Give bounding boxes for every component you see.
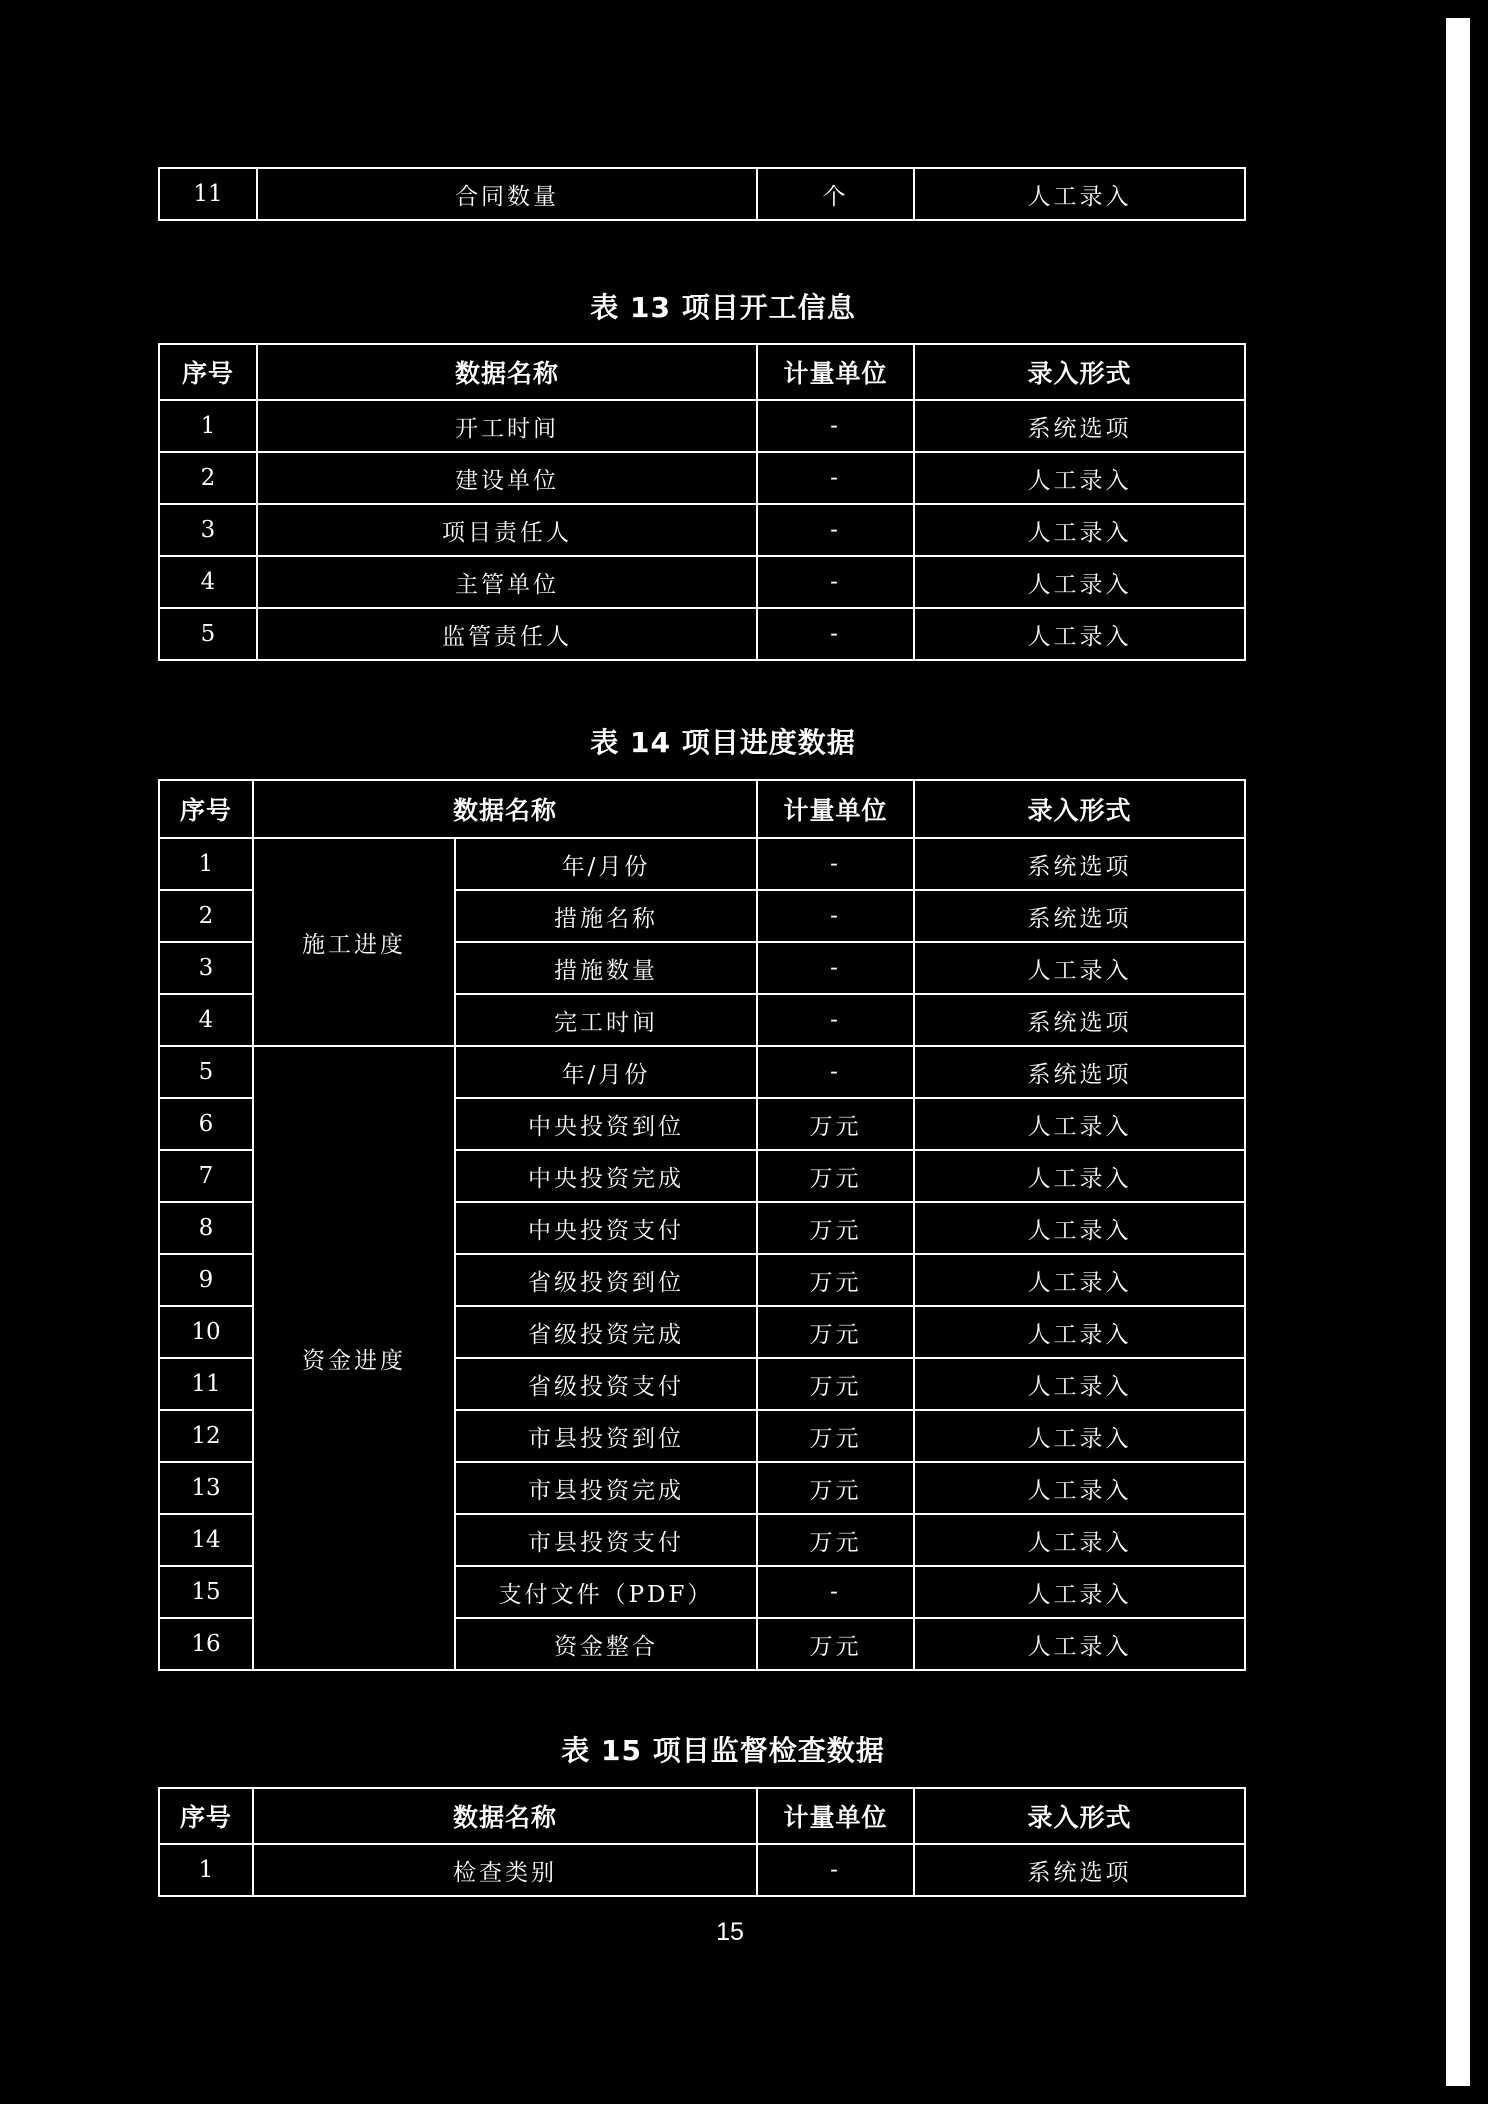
table-row [159,838,1245,890]
page-edge-bar [1446,18,1470,2086]
row-unit: - [757,942,914,994]
row-unit: - [757,400,914,452]
row-unit: - [757,1844,914,1896]
row-seq: 1 [159,400,257,452]
table-row [159,400,1245,452]
row-unit: 万元 [757,1254,914,1306]
row-unit: - [757,1566,914,1618]
table-12-tail [158,167,1246,221]
row-seq: 9 [159,1254,253,1306]
table-row [159,168,1245,220]
table-14-caption: 表 14 项目进度数据 [590,726,856,759]
page-number: 15 [716,1918,744,1946]
row-unit: 万元 [757,1618,914,1670]
table-row [159,1844,1245,1896]
table-14-header-row [159,780,1245,838]
row-category: 施工进度 [253,838,455,1046]
row-seq: 1 [159,838,253,890]
row-data-name: 省级投资到位 [455,1254,757,1306]
table-15 [158,1787,1246,1897]
row-seq: 5 [159,1046,253,1098]
header-input: 录入形式 [914,1788,1245,1844]
row-data-name: 年/月份 [455,1046,757,1098]
row-data-name: 市县投资到位 [455,1410,757,1462]
header-input: 录入形式 [914,780,1245,838]
table-15-caption: 表 15 项目监督检查数据 [561,1734,885,1767]
row-input-type: 人工录入 [914,1306,1245,1358]
row-unit: 个 [757,168,914,220]
row-unit: 万元 [757,1202,914,1254]
row-unit: 万元 [757,1462,914,1514]
row-seq: 13 [159,1462,253,1514]
row-input-type: 人工录入 [914,1566,1245,1618]
row-input-type: 人工录入 [914,452,1245,504]
header-unit: 计量单位 [757,1788,914,1844]
table-13-header-row [159,344,1245,400]
table-13-caption: 表 13 项目开工信息 [590,291,856,324]
header-name: 数据名称 [257,344,757,400]
row-input-type: 人工录入 [914,1410,1245,1462]
row-seq: 11 [159,168,257,220]
row-seq: 2 [159,452,257,504]
row-data-name: 资金整合 [455,1618,757,1670]
row-unit: - [757,452,914,504]
header-unit: 计量单位 [757,344,914,400]
table-row [159,556,1245,608]
row-data-name: 省级投资完成 [455,1306,757,1358]
row-data-name: 市县投资支付 [455,1514,757,1566]
row-seq: 4 [159,556,257,608]
row-data-name: 项目责任人 [257,504,757,556]
row-input-type: 人工录入 [914,1150,1245,1202]
row-unit: 万元 [757,1098,914,1150]
row-seq: 4 [159,994,253,1046]
row-unit: - [757,890,914,942]
row-seq: 10 [159,1306,253,1358]
header-seq: 序号 [159,780,253,838]
row-seq: 5 [159,608,257,660]
table-13 [158,343,1246,661]
row-input-type: 人工录入 [914,1254,1245,1306]
row-data-name: 监管责任人 [257,608,757,660]
row-input-type: 系统选项 [914,1844,1245,1896]
row-input-type: 人工录入 [914,1514,1245,1566]
table-15-header-row [159,1788,1245,1844]
row-data-name: 中央投资支付 [455,1202,757,1254]
row-seq: 11 [159,1358,253,1410]
row-category: 资金进度 [253,1046,455,1670]
row-input-type: 人工录入 [914,608,1245,660]
row-seq: 16 [159,1618,253,1670]
row-unit: - [757,556,914,608]
table-row [159,608,1245,660]
row-seq: 1 [159,1844,253,1896]
row-seq: 3 [159,504,257,556]
row-data-name: 市县投资完成 [455,1462,757,1514]
row-unit: 万元 [757,1410,914,1462]
row-input-type: 系统选项 [914,1046,1245,1098]
row-unit: 万元 [757,1306,914,1358]
header-seq: 序号 [159,1788,253,1844]
row-seq: 2 [159,890,253,942]
row-input-type: 系统选项 [914,994,1245,1046]
row-data-name: 检查类别 [253,1844,757,1896]
header-seq: 序号 [159,344,257,400]
row-input-type: 人工录入 [914,504,1245,556]
header-input: 录入形式 [914,344,1245,400]
header-name: 数据名称 [253,1788,757,1844]
row-input-type: 人工录入 [914,1618,1245,1670]
table-row [159,504,1245,556]
row-input-type: 人工录入 [914,1098,1245,1150]
table-row [159,1046,1245,1098]
row-seq: 7 [159,1150,253,1202]
row-data-name: 中央投资完成 [455,1150,757,1202]
row-input-type: 人工录入 [914,1358,1245,1410]
row-data-name: 省级投资支付 [455,1358,757,1410]
row-unit: - [757,504,914,556]
row-seq: 12 [159,1410,253,1462]
row-data-name: 合同数量 [257,168,757,220]
row-unit: - [757,838,914,890]
row-data-name: 措施数量 [455,942,757,994]
row-unit: - [757,608,914,660]
table-14 [158,779,1246,1671]
row-input-type: 人工录入 [914,942,1245,994]
row-unit: - [757,994,914,1046]
row-input-type: 人工录入 [914,1462,1245,1514]
row-data-name: 完工时间 [455,994,757,1046]
row-data-name: 年/月份 [455,838,757,890]
row-seq: 14 [159,1514,253,1566]
row-unit: - [757,1046,914,1098]
row-data-name: 支付文件（PDF） [455,1566,757,1618]
row-unit: 万元 [757,1358,914,1410]
row-input-type: 人工录入 [914,1202,1245,1254]
row-data-name: 措施名称 [455,890,757,942]
row-data-name: 中央投资到位 [455,1098,757,1150]
row-unit: 万元 [757,1150,914,1202]
header-name: 数据名称 [253,780,757,838]
row-seq: 3 [159,942,253,994]
row-input-type: 人工录入 [914,556,1245,608]
row-data-name: 主管单位 [257,556,757,608]
row-seq: 6 [159,1098,253,1150]
row-seq: 8 [159,1202,253,1254]
row-data-name: 建设单位 [257,452,757,504]
row-input-type: 系统选项 [914,838,1245,890]
row-input-type: 系统选项 [914,400,1245,452]
row-seq: 15 [159,1566,253,1618]
row-input-type: 系统选项 [914,890,1245,942]
row-input-type: 人工录入 [914,168,1245,220]
header-unit: 计量单位 [757,780,914,838]
row-unit: 万元 [757,1514,914,1566]
row-data-name: 开工时间 [257,400,757,452]
table-row [159,452,1245,504]
